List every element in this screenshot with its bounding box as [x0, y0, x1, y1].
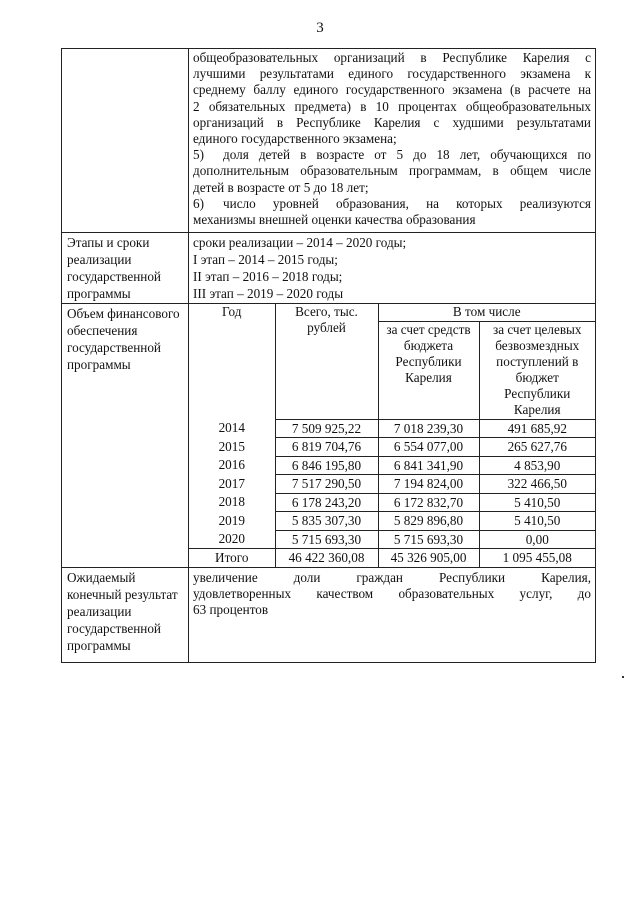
funding-budget-cell: 7 194 824,00	[378, 475, 479, 494]
header-year: Год	[189, 304, 275, 419]
funding-data-row	[189, 530, 595, 549]
goals-label-cell	[62, 49, 189, 233]
funding-data-row	[189, 419, 595, 438]
funding-budget-cell: 5 715 693,30	[378, 530, 479, 549]
goals-line: лучшими результатами единого государственного экзамена к	[193, 66, 591, 82]
funding-total-cell: 5 715 693,30	[275, 530, 378, 549]
passport-table	[61, 48, 596, 663]
stages-line: III этап – 2019 – 2020 годы	[193, 286, 344, 301]
goal-item-number: 5)	[193, 147, 204, 163]
funding-row	[62, 304, 596, 568]
scan-speck	[622, 676, 624, 678]
funding-total-cell: 7 509 925,22	[275, 419, 378, 438]
funding-year-cell: 2014	[189, 419, 275, 438]
funding-data-row	[189, 493, 595, 512]
funding-budget-cell: 45 326 905,00	[378, 549, 479, 567]
funding-data-row	[189, 475, 595, 494]
funding-budget-cell: 6 554 077,00	[378, 438, 479, 457]
stages-content	[189, 233, 596, 304]
goal-item-5	[193, 147, 591, 163]
goals-line: детей в возрасте от 5 до 18 лет;	[193, 179, 369, 195]
funding-table	[189, 304, 595, 567]
funding-year-cell: 2016	[189, 456, 275, 475]
result-label: Ожидаемый конечный результат реализации государственной программы	[62, 567, 189, 662]
funding-total-cell: 6 846 195,80	[275, 456, 378, 475]
stages-label: Этапы и сроки реализации государственной программы	[62, 233, 189, 304]
result-line: удовлетворенных качеством образовательных услуг, до	[193, 585, 591, 601]
funding-header-row	[189, 304, 595, 321]
funding-data-row	[189, 438, 595, 457]
funding-budget-cell: 6 172 832,70	[378, 493, 479, 512]
funding-data-row	[189, 512, 595, 531]
stages-line: сроки реализации – 2014 – 2020 годы;	[193, 235, 407, 250]
stages-line: II этап – 2016 – 2018 годы;	[193, 269, 343, 284]
funding-total-cell: 6 178 243,20	[275, 493, 378, 512]
funding-budget-cell: 5 829 896,80	[378, 512, 479, 531]
header-budget: за счет средств бюджета Республики Карелия	[378, 321, 479, 419]
goals-line: 2 обязательных предмета) в 10 процентах общеобразовательных	[193, 98, 591, 114]
result-row	[62, 567, 596, 662]
goal-item-6	[193, 196, 591, 212]
stages-line: I этап – 2014 – 2015 годы;	[193, 252, 338, 267]
goals-line: дополнительным образовательным программам, в общем числе	[193, 163, 591, 179]
result-content	[189, 567, 596, 662]
funding-year-cell: 2017	[189, 475, 275, 494]
funding-label: Объем финансового обеспечения государственной программы	[62, 304, 189, 568]
funding-total-cell: 6 819 704,76	[275, 438, 378, 457]
goals-line: общеобразовательных организаций в Республике Карелия с	[193, 50, 591, 65]
funding-data-row	[189, 456, 595, 475]
header-including: В том числе	[378, 304, 595, 321]
goals-line: механизмы внешней оценки качества образования	[193, 212, 476, 228]
funding-year-cell: 2015	[189, 438, 275, 457]
stages-row	[62, 233, 596, 304]
page-number: 3	[316, 20, 324, 36]
result-line: 63 процентов	[193, 601, 269, 617]
funding-targeted-cell: 5 410,50	[479, 512, 595, 531]
funding-budget-cell: 7 018 239,30	[378, 419, 479, 438]
result-line: увеличение доли граждан Республики Карелия,	[193, 569, 591, 585]
funding-total-cell: 7 517 290,50	[275, 475, 378, 494]
funding-total-cell: 5 835 307,30	[275, 512, 378, 531]
funding-year-cell: 2018	[189, 493, 275, 512]
funding-targeted-cell: 265 627,76	[479, 438, 595, 457]
funding-budget-cell: 6 841 341,90	[378, 456, 479, 475]
funding-targeted-cell: 5 410,50	[479, 493, 595, 512]
funding-data-row	[189, 549, 595, 567]
goals-content	[189, 49, 596, 233]
funding-targeted-cell: 322 466,50	[479, 475, 595, 494]
funding-targeted-cell: 4 853,90	[479, 456, 595, 475]
funding-total-cell: 46 422 360,08	[275, 549, 378, 567]
funding-targeted-cell: 0,00	[479, 530, 595, 549]
funding-content	[189, 304, 596, 568]
funding-targeted-cell: 491 685,92	[479, 419, 595, 438]
funding-year-cell: 2019	[189, 512, 275, 531]
goal-item-text: число уровней образования, на которых реализуются	[223, 195, 591, 211]
header-targeted: за счет целевых безвозмездных поступлений в бюджет Республики Карелия	[479, 321, 595, 419]
goal-item-text: доля детей в возрасте от 5 до 18 лет, обучающихся по	[223, 147, 591, 163]
goals-line: организаций в Республике Карелия с худшими результатами	[193, 114, 591, 130]
funding-targeted-cell: 1 095 455,08	[479, 549, 595, 567]
goals-line: единого государственного экзамена;	[193, 131, 397, 147]
goal-item-number: 6)	[193, 195, 204, 211]
goals-line: среднему баллу единого государственного экзамена (в расчете на	[193, 82, 591, 98]
header-total: Всего, тыс. рублей	[275, 304, 378, 419]
funding-year-cell: 2020	[189, 530, 275, 549]
funding-year-cell: Итого	[189, 549, 275, 567]
goals-row	[62, 49, 596, 233]
